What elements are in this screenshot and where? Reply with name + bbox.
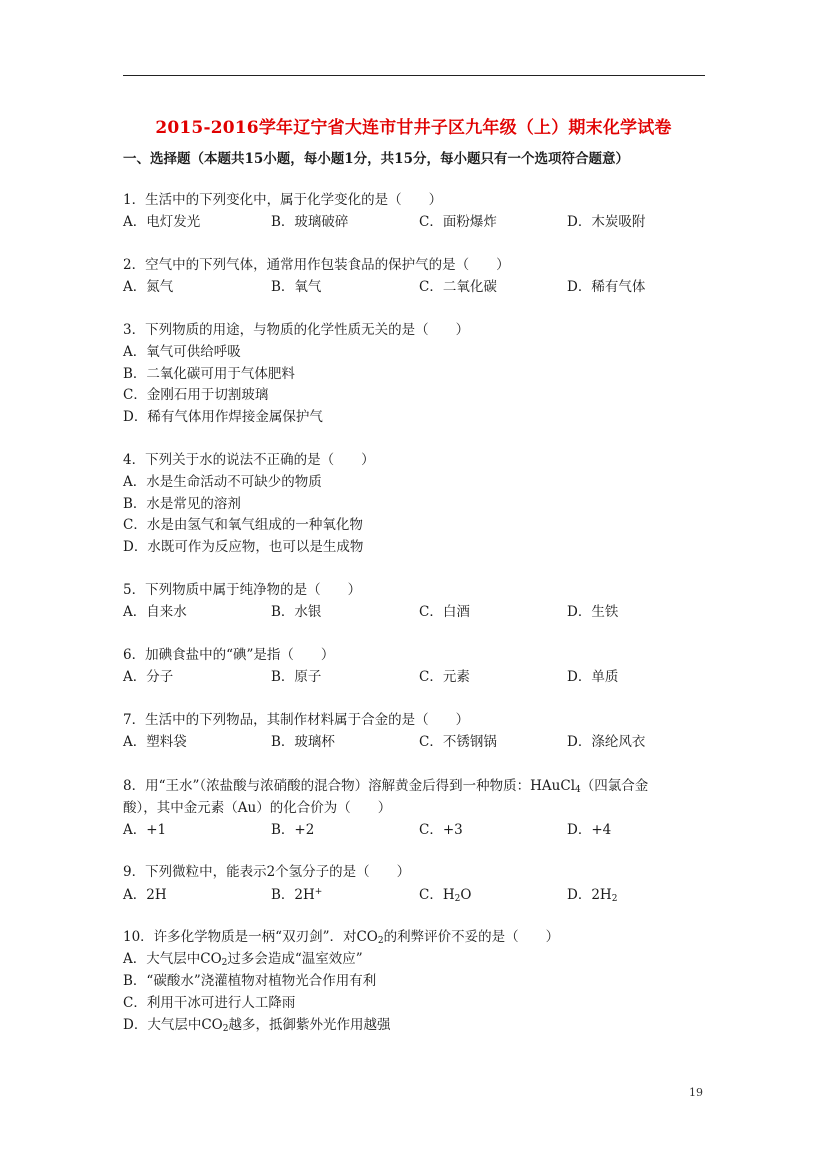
question-10-option-d: D．大气层中$CO_2$越多，抵御紫外光作用越强 bbox=[123, 1017, 391, 1034]
question-7-stem: 7．生活中的下列物品，其制作材料属于合金的是（ ） bbox=[123, 712, 470, 728]
option-a: A．电灯发光 bbox=[123, 214, 201, 230]
option-c: C．白酒 bbox=[419, 604, 470, 620]
option-a: A．自来水 bbox=[123, 604, 187, 620]
question-9-options bbox=[0, 883, 827, 903]
question-1-stem: 1．生活中的下列变化中，属于化学变化的是（ ） bbox=[123, 192, 443, 208]
question-8-options bbox=[0, 818, 827, 838]
option-a: A．塑料袋 bbox=[123, 734, 187, 750]
question-3-stem: 3．下列物质的用途，与物质的化学性质无关的是（ ） bbox=[123, 322, 470, 338]
option-d: D．$2H_2$ bbox=[567, 887, 618, 904]
option-a: A．分子 bbox=[123, 669, 174, 685]
question-3-option-a: A．氧气可供给呼吸 bbox=[123, 344, 241, 360]
question-9-stem: 9．下列微粒中，能表示2个氢分子的是（ ） bbox=[123, 864, 411, 880]
option-c: C．元素 bbox=[419, 669, 470, 685]
option-b: B．2H+ bbox=[271, 887, 323, 903]
option-d: D．涤纶风衣 bbox=[567, 734, 646, 750]
question-5-options bbox=[0, 600, 827, 620]
option-b: B．玻璃杯 bbox=[271, 734, 335, 750]
option-a: A．氮气 bbox=[123, 279, 174, 295]
section-heading: 一、选择题（本题共15小题，每小题1分，共15分，每小题只有一个选项符合题意） bbox=[123, 151, 629, 167]
question-3-option-c: C．金刚石用于切割玻璃 bbox=[123, 387, 269, 403]
option-d: D．木炭吸附 bbox=[567, 214, 646, 230]
page-title: 2015-2016学年辽宁省大连市甘井子区九年级（上）期末化学试卷 bbox=[155, 118, 672, 138]
option-c: C．不锈钢锅 bbox=[419, 734, 497, 750]
header-rule bbox=[123, 75, 705, 76]
option-a: A．+1 bbox=[123, 822, 167, 838]
question-2-stem: 2．空气中的下列气体，通常用作包装食品的保护气的是（ ） bbox=[123, 257, 510, 273]
question-10-stem: 10．许多化学物质是一柄“双刃剑”．对$CO_2$的利弊评价不妥的是（ ） bbox=[123, 929, 560, 946]
option-a: A．2H bbox=[123, 887, 167, 903]
option-c: C．+3 bbox=[419, 822, 463, 838]
question-10-option-b: B．“碳酸水”浇灌植物对植物光合作用有利 bbox=[123, 973, 377, 989]
question-4-option-d: D．水既可作为反应物，也可以是生成物 bbox=[123, 539, 364, 555]
option-b: B．原子 bbox=[271, 669, 322, 685]
option-b: B．水银 bbox=[271, 604, 322, 620]
question-4-option-c: C．水是由氢气和氧气组成的一种氧化物 bbox=[123, 517, 363, 533]
question-6-options bbox=[0, 665, 827, 685]
option-c: C．$H_2O$ bbox=[419, 887, 472, 904]
question-10-option-c: C．利用干冰可进行人工降雨 bbox=[123, 995, 296, 1011]
option-d: D．单质 bbox=[567, 669, 619, 685]
question-2-options bbox=[0, 275, 827, 295]
option-b: B．玻璃破碎 bbox=[271, 214, 349, 230]
option-d: D．稀有气体 bbox=[567, 279, 646, 295]
option-b: B．氧气 bbox=[271, 279, 322, 295]
question-8-stem-line-1: 8．用“王水”（浓盐酸与浓硝酸的混合物）溶解黄金后得到一种物质：HAuCl$_4$（四氯合金 bbox=[123, 778, 649, 795]
question-7-options bbox=[0, 730, 827, 750]
option-c: C．二氧化碳 bbox=[419, 279, 497, 295]
page-number: 19 bbox=[689, 1086, 703, 1099]
question-4-option-a: A．水是生命活动不可缺少的物质 bbox=[123, 474, 322, 490]
option-b: B．+2 bbox=[271, 822, 315, 838]
option-d: D．+4 bbox=[567, 822, 612, 838]
option-d: D．生铁 bbox=[567, 604, 619, 620]
question-4-stem: 4．下列关于水的说法不正确的是（ ） bbox=[123, 452, 375, 468]
question-1-options bbox=[0, 210, 827, 230]
question-4-option-b: B．水是常见的溶剂 bbox=[123, 496, 241, 512]
question-8-stem-line-2: 酸），其中金元素（Au）的化合价为（ ） bbox=[123, 800, 392, 816]
option-c: C．面粉爆炸 bbox=[419, 214, 497, 230]
question-3-option-d: D．稀有气体用作焊接金属保护气 bbox=[123, 409, 323, 425]
question-10-option-a: A．大气层中$CO_2$过多会造成“温室效应” bbox=[123, 951, 363, 968]
question-6-stem: 6．加碘食盐中的“碘”是指（ ） bbox=[123, 647, 335, 663]
question-3-option-b: B．二氧化碳可用于气体肥料 bbox=[123, 366, 295, 382]
question-5-stem: 5．下列物质中属于纯净物的是（ ） bbox=[123, 582, 362, 598]
